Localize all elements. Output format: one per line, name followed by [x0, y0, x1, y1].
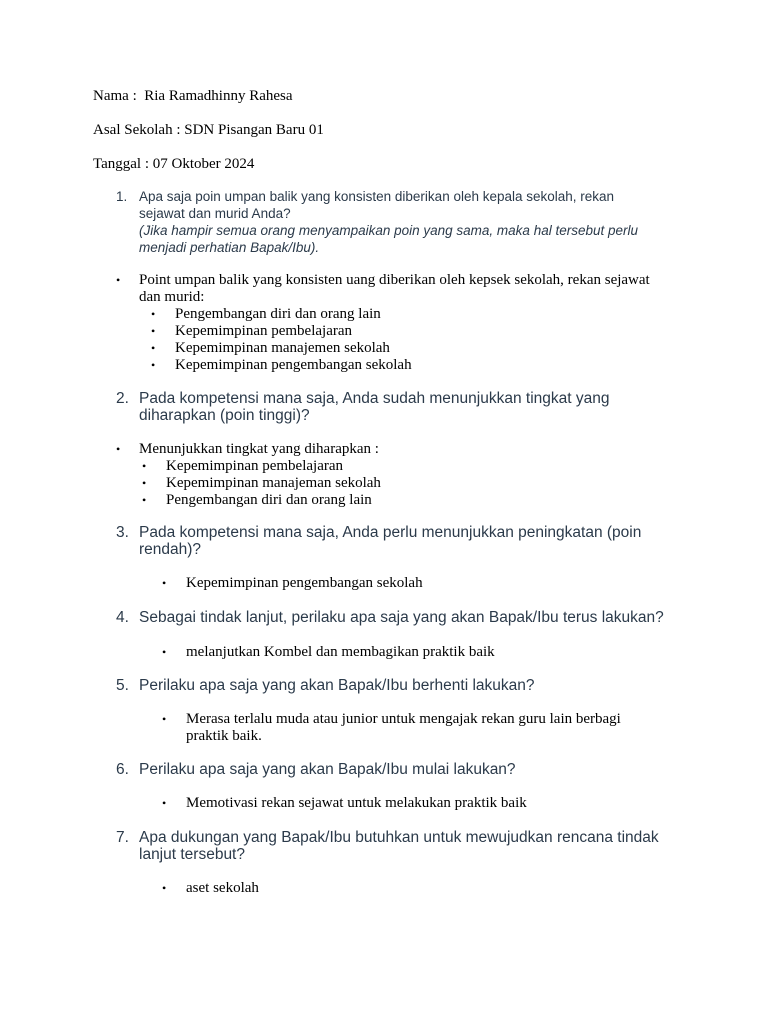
answer-text: Merasa terlalu muda atau junior untuk mengajak rekan guru lain berbagi	[186, 711, 621, 727]
question-note: menjadi perhatian Bapak/Ibu).	[139, 240, 320, 255]
question-text: sejawat dan murid Anda?	[139, 206, 291, 221]
bullet: •	[116, 273, 121, 287]
question-text: Apa dukungan yang Bapak/Ibu butuhkan untuk mewujudkan rencana tindak	[139, 829, 659, 846]
tanggal-value: 07 Oktober 2024	[152, 156, 255, 172]
bullet: •	[151, 324, 156, 338]
bullet: •	[142, 476, 147, 490]
bullet: •	[151, 307, 156, 321]
list-item: Kepemimpinan pengembangan sekolah	[175, 357, 412, 373]
answer-text: Memotivasi rekan sejawat untuk melakukan praktik baik	[186, 795, 527, 811]
nama-label: Nama :	[93, 88, 137, 104]
bullet: •	[142, 493, 147, 507]
field-tanggal	[93, 156, 254, 173]
question-text: diharapkan (poin tinggi)?	[139, 407, 310, 424]
question-text: rendah)?	[139, 541, 202, 558]
bullet: •	[151, 358, 156, 372]
question-text: Perilaku apa saja yang akan Bapak/Ibu berhenti lakukan?	[139, 677, 535, 694]
bullet: •	[162, 712, 167, 726]
question-text: Sebagai tindak lanjut, perilaku apa saja yang akan Bapak/Ibu terus lakukan?	[139, 609, 664, 626]
field-asal-sekolah	[93, 122, 324, 139]
field-nama	[93, 88, 293, 105]
sekolah-label: Asal Sekolah :	[93, 122, 181, 138]
answer-text: praktik baik.	[186, 728, 262, 744]
question-number: 1.	[116, 189, 128, 204]
list-item: Kepemimpinan pembelajaran	[175, 323, 353, 339]
list-item: Pengembangan diri dan orang lain	[175, 306, 381, 322]
answer-text: Kepemimpinan pengembangan sekolah	[186, 575, 423, 591]
tanggal-label: Tanggal :	[93, 156, 150, 172]
question-number: 4.	[116, 609, 129, 626]
question-number: 3.	[116, 524, 129, 541]
question-text: Apa saja poin umpan balik yang konsisten diberikan oleh kepala sekolah, rekan	[139, 189, 615, 204]
bullet: •	[162, 645, 167, 659]
list-item: Kepemimpinan manajeman sekolah	[166, 475, 381, 491]
bullet: •	[151, 341, 156, 355]
nama-value: Ria Ramadhinny Rahesa	[144, 88, 293, 104]
answer-text: Menunjukkan tingkat yang diharapkan :	[139, 441, 379, 457]
bullet: •	[162, 576, 167, 590]
sekolah-value: SDN Pisangan Baru 01	[184, 122, 324, 138]
bullet: •	[116, 442, 121, 456]
list-item: Kepemimpinan manajemen sekolah	[175, 340, 390, 356]
bullet: •	[162, 881, 167, 895]
question-text: Pada kompetensi mana saja, Anda sudah menunjukkan tingkat yang	[139, 390, 610, 407]
question-number: 5.	[116, 677, 129, 694]
bullet: •	[142, 459, 147, 473]
list-item: Kepemimpinan pembelajaran	[166, 458, 344, 474]
question-text: Pada kompetensi mana saja, Anda perlu menunjukkan peningkatan (poin	[139, 524, 642, 541]
question-text: lanjut tersebut?	[139, 846, 245, 863]
answer-text: dan murid:	[139, 289, 205, 305]
answer-text: melanjutkan Kombel dan membagikan praktik baik	[186, 644, 495, 660]
question-number: 2.	[116, 390, 129, 407]
list-item: Pengembangan diri dan orang lain	[166, 492, 372, 508]
question-number: 6.	[116, 761, 129, 778]
question-text: Perilaku apa saja yang akan Bapak/Ibu mulai lakukan?	[139, 761, 516, 778]
question-number: 7.	[116, 829, 129, 846]
question-note: (Jika hampir semua orang menyampaikan poin yang sama, maka hal tersebut perlu	[139, 223, 639, 238]
answer-text: Point umpan balik yang konsisten uang diberikan oleh kepsek sekolah, rekan sejawat	[139, 272, 650, 288]
answer-text: aset sekolah	[186, 880, 259, 896]
bullet: •	[162, 796, 167, 810]
